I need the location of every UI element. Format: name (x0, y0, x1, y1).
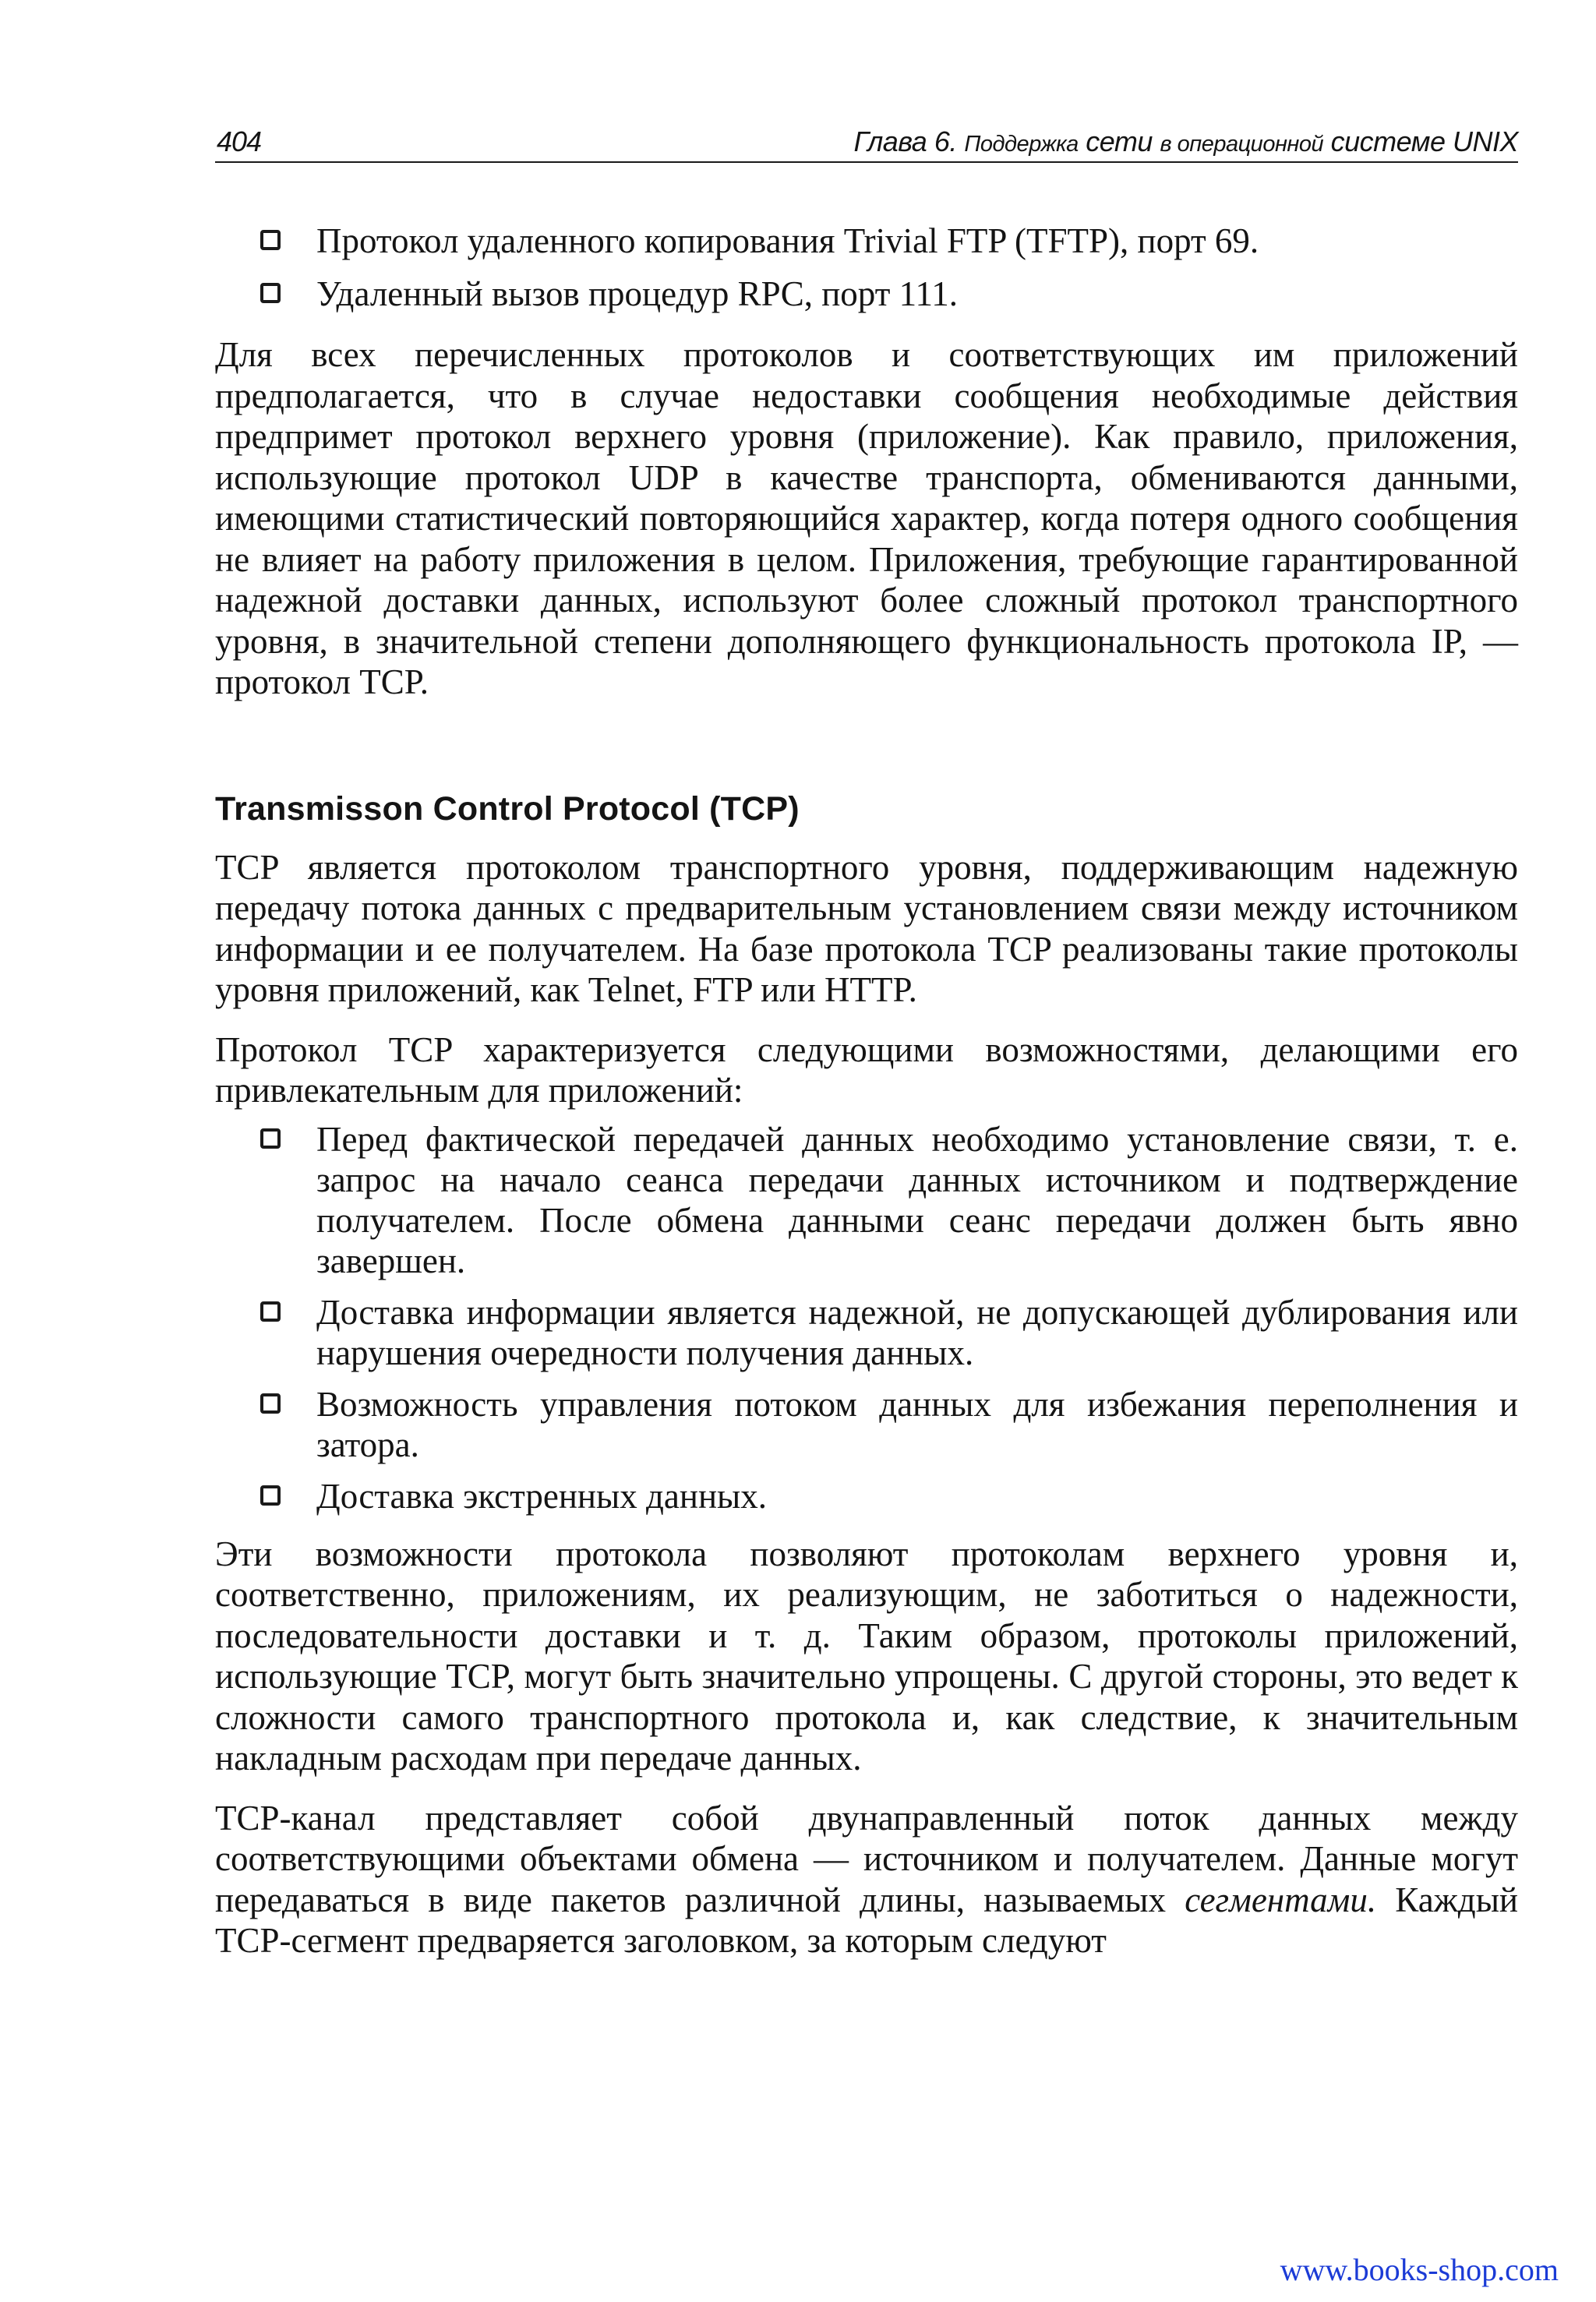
list-item-text: Доставка информации является надежной, не допускающей дублирования или нарушения очередности получения данных. (316, 1292, 1518, 1372)
list-item (215, 221, 1518, 261)
paragraph-udp-summary: Для всех перечисленных протоколов и соответствующих им приложений предполагается, что в случае недоставки сообщения необходимые действия предпримет протокол верхнего уровня (приложение). Как правило, приложения, использующие протокол UDP в качестве транспорта, обмениваются данными, имеющими статистический повторяющийся характер, когда потеря одного сообщения не влияет на работу приложения в целом. Приложения, требующие гарантированной надежной доставки данных, используют более сложный протокол транспортного уровня, в значительной степени дополняющего функциональность протокола IP, — протокол TCP. (215, 335, 1518, 701)
page-header (215, 127, 1518, 163)
checkbox-bullet-icon (260, 1128, 281, 1149)
list-item-text: Возможность управления потоком данных для избежания переполнения и затора. (316, 1384, 1518, 1464)
running-head-part-c: в операционной (1160, 132, 1324, 157)
checkbox-bullet-icon (260, 283, 281, 303)
list-item (215, 1119, 1518, 1281)
running-head-part-a: Поддержка (964, 132, 1079, 157)
page-number: 404 (217, 125, 262, 157)
list-item-text: Протокол удаленного копирования Trivial FTP (TFTP), порт 69. (316, 221, 1259, 260)
tcp-features-list (215, 1119, 1518, 1516)
list-item (215, 1476, 1518, 1516)
port-list (215, 221, 1518, 314)
list-item (215, 1384, 1518, 1465)
checkbox-bullet-icon (260, 230, 281, 250)
list-item-text: Перед фактической передачей данных необходимо установление связи, т. е. запрос на начало сеанса передачи данных источником и подтверждение получателем. После обмена данными сеанс передачи должен быть явно завершен. (316, 1119, 1518, 1280)
paragraph-tcp-features-lead: Протокол TCP характеризуется следующими возможностями, делающими его привлекательным для приложений: (215, 1029, 1518, 1110)
checkbox-bullet-icon (260, 1393, 281, 1414)
running-head-part-d: системе (1330, 125, 1446, 157)
list-item (215, 274, 1518, 314)
running-head-part-e: UNIX (1452, 125, 1518, 157)
paragraph-text: TCP-канал представляет собой двунаправленный поток данных между соответствующими объектами обмена — источником и получателем. Данные могут передаваться в виде пакетов различной длины, называемых (215, 1798, 1518, 1919)
running-head-part-b: сети (1086, 125, 1153, 157)
paragraph-tcp-consequences: Эти возможности протокола позволяют протоколам верхнего уровня и, соответственно, приложениям, их реализующим, не заботиться о надежности, последовательности доставки и т. д. Таким образом, протоколы приложений, использующие TCP, могут быть значительно упрощены. С другой стороны, это ведет к сложности самого транспортного протокола и, как следствие, к значительным накладным расходам при передаче данных. (215, 1534, 1518, 1778)
paragraph-text: Каждый TCP-сегмент предваряется заголовком, за которым следуют (215, 1880, 1519, 1960)
paragraph-tcp-channel (215, 1798, 1518, 1961)
list-item (215, 1292, 1518, 1373)
emphasis-term: сегментами. (1185, 1880, 1377, 1919)
page-body (215, 221, 1518, 1980)
list-item-text: Доставка экстренных данных. (316, 1476, 768, 1516)
running-head (853, 125, 1518, 158)
running-head-prefix: Глава 6. (853, 125, 957, 157)
watermark-link[interactable]: www.books-shop.com (1280, 2252, 1559, 2287)
checkbox-bullet-icon (260, 1301, 281, 1322)
list-item-text: Удаленный вызов процедур RPC, порт 111. (316, 274, 959, 313)
checkbox-bullet-icon (260, 1485, 281, 1506)
paragraph-tcp-intro: TCP является протоколом транспортного уровня, поддерживающим надежную передачу потока данных с предварительным установлением связи между источником информации и ее получателем. На базе протокола TCP реализованы такие протоколы уровня приложений, как Telnet, FTP или HTTP. (215, 847, 1518, 1009)
section-title: Transmisson Control Protocol (TCP) (215, 789, 800, 828)
